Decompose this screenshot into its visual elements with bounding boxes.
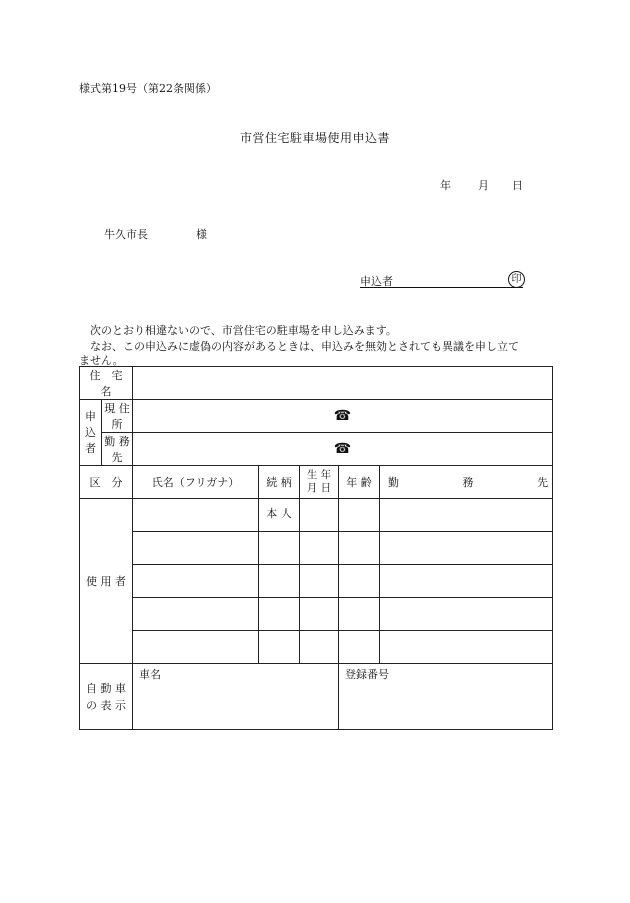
user-name-field[interactable] bbox=[133, 499, 259, 532]
residence-label: 住 宅 名 bbox=[80, 367, 133, 400]
user-workplace-field[interactable] bbox=[380, 499, 553, 532]
application-table bbox=[79, 366, 553, 730]
user-birth-field[interactable] bbox=[300, 631, 339, 664]
registration-number-field[interactable] bbox=[339, 664, 553, 730]
user-birth-field[interactable] bbox=[300, 499, 339, 532]
document-title: 市営住宅駐車場使用申込書 bbox=[239, 131, 390, 145]
date-year-label: 年 bbox=[440, 179, 451, 192]
self-label: 本 人 bbox=[259, 499, 300, 532]
user-header-row bbox=[80, 466, 553, 499]
user-relationship-field[interactable] bbox=[259, 532, 300, 565]
applicant-group-label: 申 込 者 bbox=[80, 400, 102, 466]
user-row bbox=[80, 598, 553, 631]
user-birth-field[interactable] bbox=[300, 532, 339, 565]
form-number: 様式第19号（第22条関係） bbox=[79, 82, 217, 95]
user-age-field[interactable] bbox=[339, 532, 380, 565]
date-day-label: 日 bbox=[512, 179, 523, 192]
seal-mark: 印 bbox=[508, 271, 525, 288]
declaration-line-2: なお、この申込みに虚偽の内容があるときは、申込みを無効とされても異議を申し立て bbox=[90, 340, 519, 353]
name-header: 氏名（フリガナ） bbox=[133, 466, 259, 499]
user-name-field[interactable] bbox=[133, 598, 259, 631]
user-name-field[interactable] bbox=[133, 631, 259, 664]
vehicle-label: 自 動 車 の 表 示 bbox=[80, 664, 133, 730]
residence-row bbox=[80, 367, 553, 400]
birth-date-header: 生 年 月 日 bbox=[300, 466, 339, 499]
user-row bbox=[80, 499, 553, 532]
user-name-field[interactable] bbox=[133, 532, 259, 565]
user-workplace-field[interactable] bbox=[380, 532, 553, 565]
vehicle-row bbox=[80, 664, 553, 730]
workplace-label: 勤 務 先 bbox=[102, 433, 133, 466]
declaration-line-1: 次のとおり相違ないので、市営住宅の駐車場を申し込みます。 bbox=[90, 324, 397, 337]
addressee-honorific: 様 bbox=[196, 228, 207, 241]
current-address-label: 現 住 所 bbox=[102, 400, 133, 433]
user-birth-field[interactable] bbox=[300, 598, 339, 631]
user-age-field[interactable] bbox=[339, 631, 380, 664]
user-birth-field[interactable] bbox=[300, 565, 339, 598]
user-workplace-field[interactable] bbox=[380, 598, 553, 631]
user-workplace-field[interactable] bbox=[380, 631, 553, 664]
applicant-signature-line[interactable] bbox=[360, 273, 523, 288]
user-label: 使 用 者 bbox=[80, 499, 133, 664]
user-age-field[interactable] bbox=[339, 565, 380, 598]
user-row bbox=[80, 565, 553, 598]
declaration-line-3: ません。 bbox=[79, 354, 124, 367]
user-age-field[interactable] bbox=[339, 499, 380, 532]
telephone-icon: ☎ bbox=[333, 441, 352, 457]
workplace-field[interactable] bbox=[133, 433, 553, 466]
category-header: 区 分 bbox=[80, 466, 133, 499]
relationship-header: 続 柄 bbox=[259, 466, 300, 499]
user-row bbox=[80, 532, 553, 565]
age-header: 年 齢 bbox=[339, 466, 380, 499]
user-name-field[interactable] bbox=[133, 565, 259, 598]
user-relationship-field[interactable] bbox=[259, 631, 300, 664]
workplace-row bbox=[80, 433, 553, 466]
date-month-label: 月 bbox=[478, 179, 489, 192]
current-address-row bbox=[80, 400, 553, 433]
user-workplace-field[interactable] bbox=[380, 565, 553, 598]
user-row bbox=[80, 631, 553, 664]
user-age-field[interactable] bbox=[339, 598, 380, 631]
user-relationship-field[interactable] bbox=[259, 565, 300, 598]
user-workplace-header: 勤 務 先 bbox=[380, 466, 553, 499]
telephone-icon: ☎ bbox=[333, 408, 352, 424]
residence-field[interactable] bbox=[133, 367, 553, 400]
user-relationship-field[interactable] bbox=[259, 598, 300, 631]
applicant-label: 申込者 bbox=[360, 275, 393, 288]
vehicle-name-label: 車名 bbox=[139, 668, 161, 681]
registration-number-label: 登録番号 bbox=[345, 668, 389, 681]
current-address-field[interactable] bbox=[133, 400, 553, 433]
addressee-name: 牛久市長 bbox=[104, 228, 148, 241]
vehicle-name-field[interactable] bbox=[133, 664, 339, 730]
